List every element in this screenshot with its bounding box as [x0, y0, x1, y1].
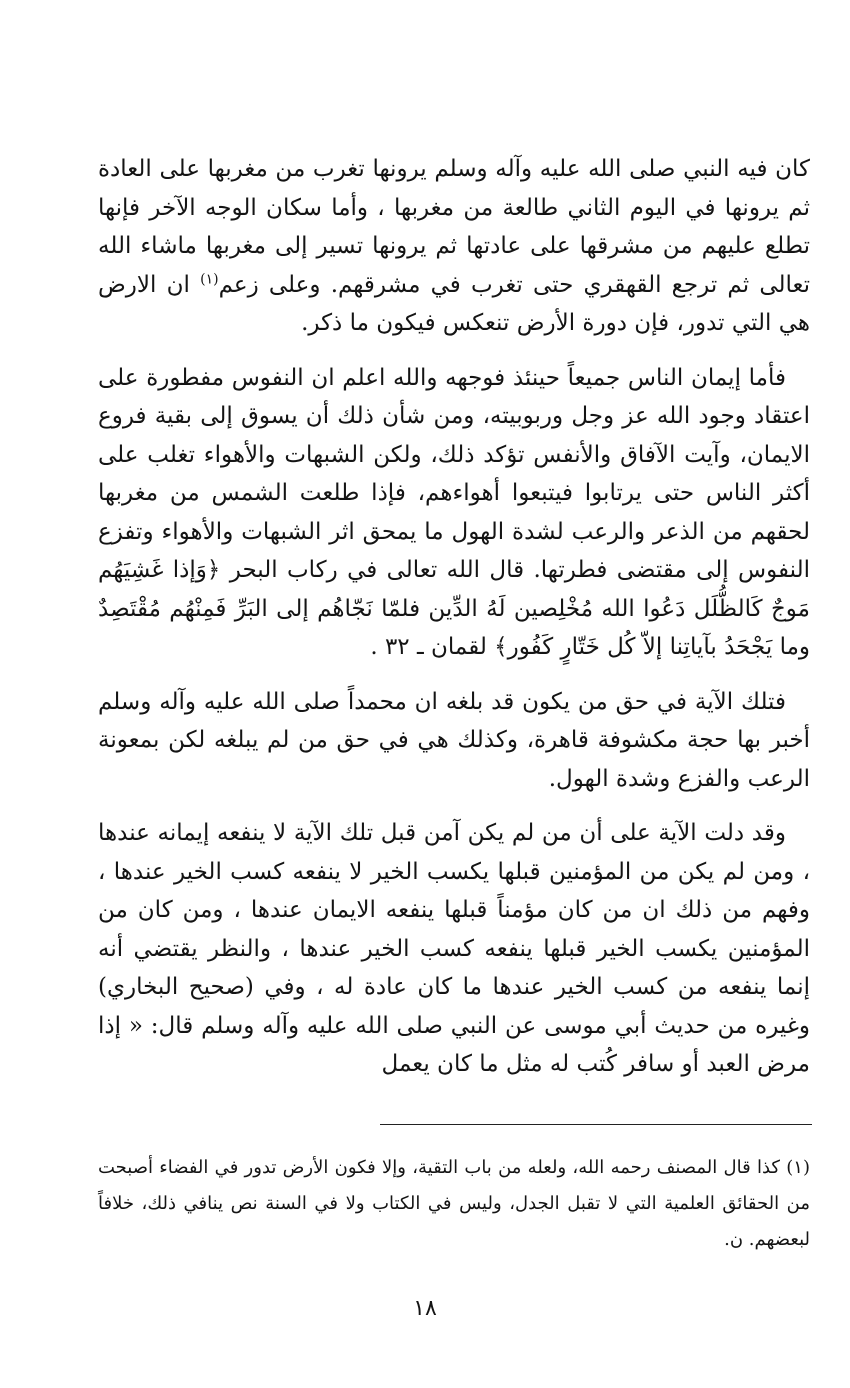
paragraph-3: فتلك الآية في حق من يكون قد بلغه ان محمداً صلى الله عليه وآله وسلم أخبر بها حجة مكشوفة قاهرة، وكذلك هي في حق من لم يبلغه لكن بمعونة الرعب والفزع وشدة الهول.	[98, 688, 810, 792]
footnote-number: (١)	[786, 1157, 810, 1178]
footnote-separator	[380, 1124, 812, 1125]
footnote-reference: (١)	[200, 270, 219, 287]
footnote	[98, 1150, 810, 1258]
paragraph-1-text-b: ان الارض هي التي تدور، فإن دورة الأرض تنعكس فيكون ما ذكر.	[98, 271, 810, 336]
page-number: ١٨	[413, 1296, 437, 1321]
paragraph-1	[98, 150, 810, 343]
paragraph-1-text-a: كان فيه النبي صلى الله عليه وآله وسلم يرونها تغرب من مغربها على العادة ثم يرونها في اليوم الثاني طالعة من مغربها ، وأما سكان الوجه الآخر فإنها تطلع عليهم من مشرقها على عادتها ثم يرونها تسير إلى مغربها ماشاء الله تعالى ثم ترجع القهقري حتى تغرب في مشرقهم. وعلى زعم	[98, 156, 810, 298]
main-text	[98, 150, 810, 1084]
paragraph-2: فأما إيمان الناس جميعاً حينئذ فوجهه والله اعلم ان النفوس مفطورة على اعتقاد وجود الله عز وجل وربوبيته، ومن شأن ذلك أن يسوق إلى بقية فروع الايمان، وآيت الآفاق والأنفس تؤكد ذلك، ولكن الشبهات والأهواء تغلب على أكثر الناس حتى يرتابوا فيتبعوا أهواءهم، فإذا طلعت الشمس من مغربها لحقهم من الذعر والرعب لشدة الهول ما يمحق اثر الشبهات والأهواء وتفزع النفوس إلى مقتضى فطرتها. قال الله تعالى في ركاب البحر ﴿وَإذا غَشِيَهُم مَوجٌ كَالظُّلَل دَعُوا الله مُخْلِصين لَهُ الدِّين فلمّا نَجّاهُم إلى البَرِّ فَمِنْهُم مُقْتَصِدٌ وما يَجْحَدُ بآياتِنا إلاّ كُل خَتّارٍ كَفُور﴾ لقمان ـ ٣٢ .	[98, 364, 810, 660]
paragraph-4: وقد دلت الآية على أن من لم يكن آمن قبل تلك الآية لا ينفعه إيمانه عندها ، ومن لم يكن من المؤمنين قبلها يكسب الخير لا ينفعه كسب الخير عندها ، وفهم من ذلك ان من كان مؤمناً قبلها ينفعه الايمان عندها ، ومن كان من المؤمنين يكسب الخير قبلها ينفعه كسب الخير عندها ، والنظر يقتضي أنه إنما ينفعه من كسب الخير عندها ما كان عادة له ، وفي (صحيح البخاري) وغيره من حديث أبي موسى عن النبي صلى الله عليه وآله وسلم قال: « إذا مرض العبد أو سافر كُتب له مثل ما كان يعمل	[98, 820, 810, 1077]
footnote-text: كذا قال المصنف رحمه الله، ولعله من باب التقية، وإلا فكون الأرض تدور في الفضاء أصبحت من الحقائق العلمية التي لا تقبل الجدل، وليس في الكتاب ولا في السنة نص ينافي ذلك، خلافاً لبعضهم. ن.	[98, 1157, 810, 1250]
